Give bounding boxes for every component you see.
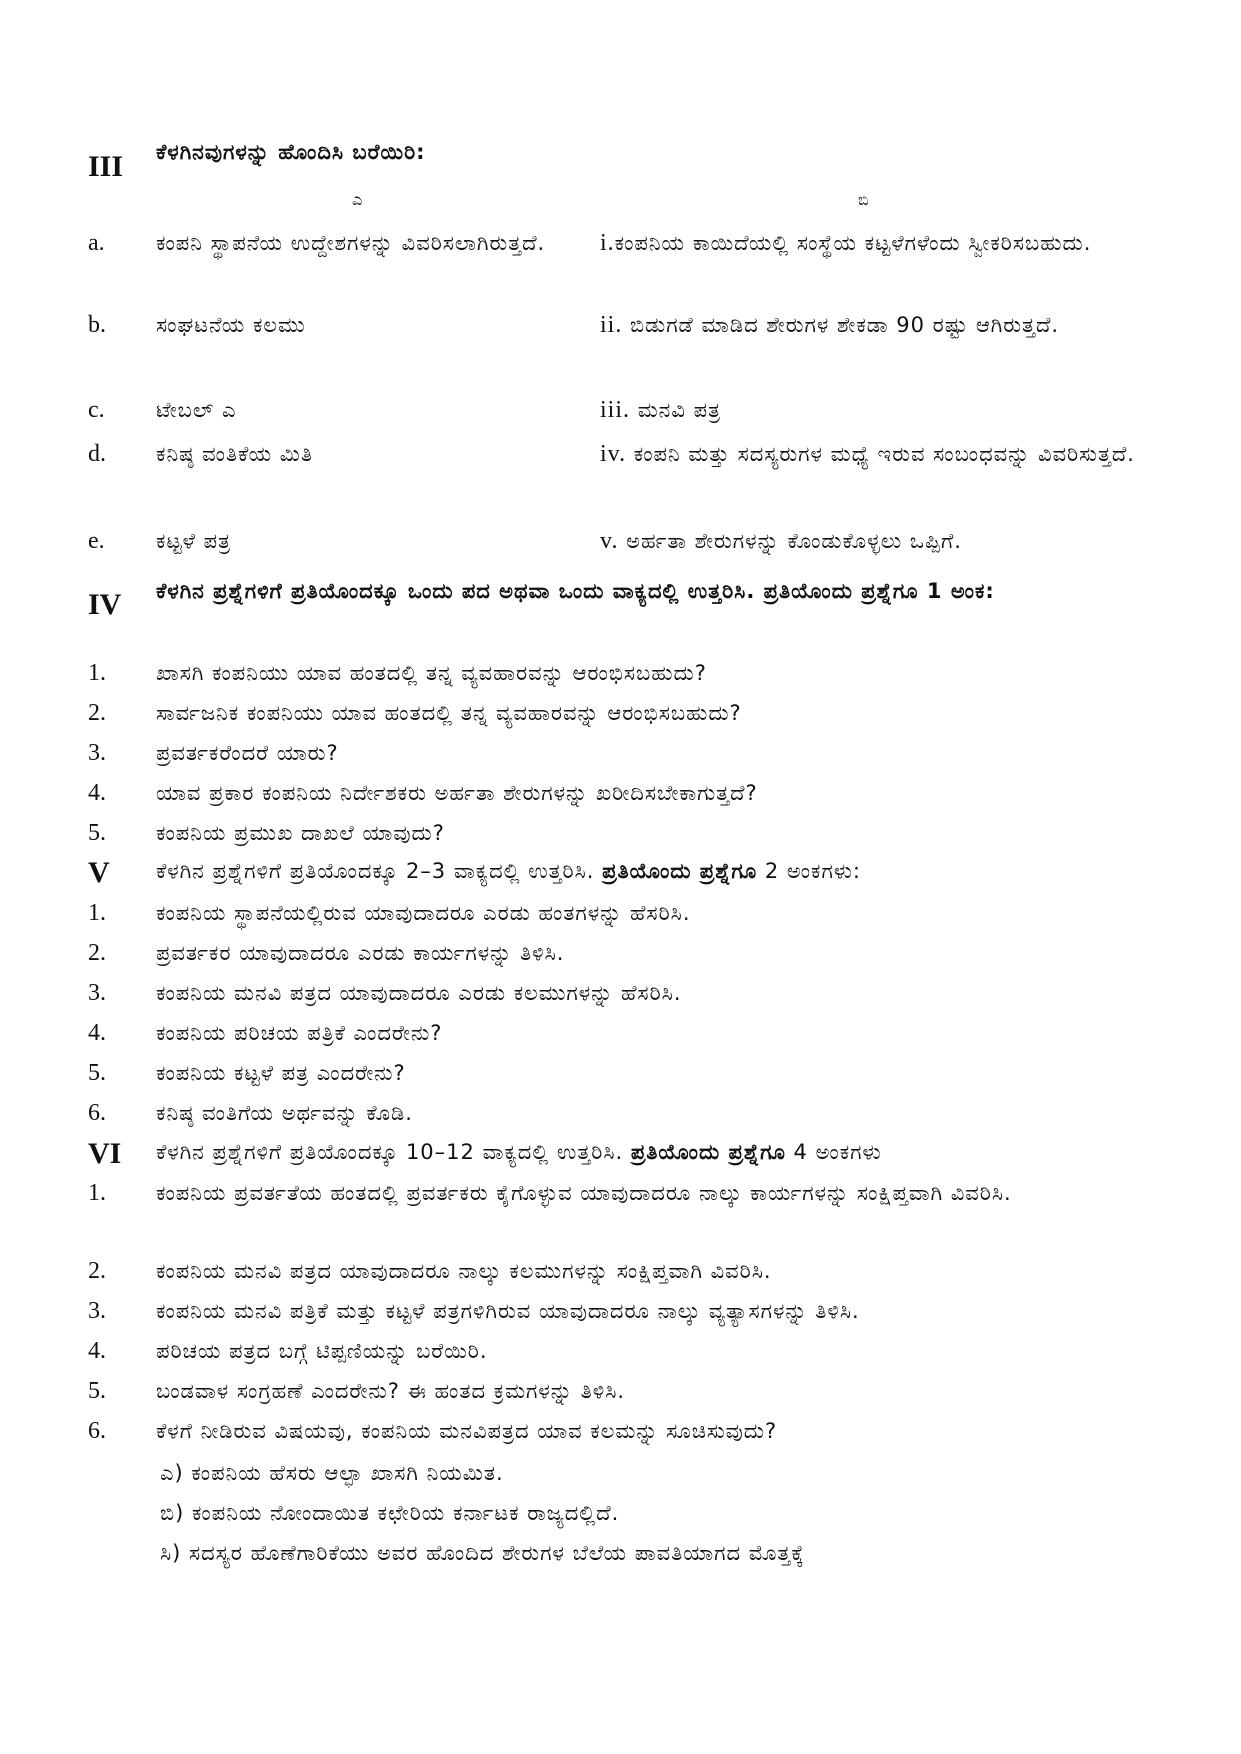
- question-text: ಕಂಪನಿಯ ಪ್ರವರ್ತತೆಯ ಹಂತದಲ್ಲಿ ಪ್ರವರ್ತಕರು ಕೈಗೊಳ್ಳುವ ಯಾವುದಾದರೂ ನಾಲ್ಕು ಕಾರ್ಯಗಳನ್ನು ಸಂಕ್ಷಿಪ್ತವಾಗಿ ವಿವರಿಸಿ.: [156, 1181, 1012, 1205]
- section-number: IV: [88, 588, 122, 621]
- heading-bold-text: ಪ್ರತಿಯೊಂದು ಪ್ರಶ್ನೆಗೂ: [630, 1140, 786, 1164]
- question-number: 6.: [88, 1418, 106, 1444]
- match-right-text: ಮನವಿ ಪತ್ರ: [637, 398, 722, 422]
- question-number: 6.: [88, 1100, 106, 1126]
- section-heading: ಕೆಳಗಿನ ಪ್ರಶ್ನೆಗಳಿಗೆ ಪ್ರತಿಯೊಂದಕ್ಕೂ ಒಂದು ಪದ ಅಥವಾ ಒಂದು ವಾಕ್ಯದಲ್ಲಿ ಉತ್ತರಿಸಿ. ಪ್ರತಿಯೊಂದು ಪ್ರಶ್ನೆಗೂ 1 ಅಂಕ:: [156, 579, 995, 603]
- match-right-label: iv.: [600, 441, 627, 467]
- match-left-item: ಕನಿಷ್ಠ ವಂತಿಕೆಯ ಮಿತಿ: [156, 442, 313, 466]
- question-text: ಕಂಪನಿಯ ಮನವಿ ಪತ್ರದ ಯಾವುದಾದರೂ ನಾಲ್ಕು ಕಲಮುಗಳನ್ನು ಸಂಕ್ಷಿಪ್ತವಾಗಿ ವಿವರಿಸಿ.: [156, 1259, 772, 1283]
- question-number: 2.: [88, 700, 106, 726]
- question-text: ಕಂಪನಿಯ ಪ್ರಮುಖ ದಾಖಲೆ ಯಾವುದು?: [156, 821, 445, 845]
- match-right-item: [600, 306, 1160, 344]
- question-number: 5.: [88, 1378, 106, 1404]
- question-text: ಪ್ರವರ್ತಕರ ಯಾವುದಾದರೂ ಎರಡು ಕಾರ್ಯಗಳನ್ನು ತಿಳಿಸಿ.: [156, 941, 565, 965]
- section-number: III: [88, 150, 124, 183]
- question-number: 1.: [88, 660, 106, 686]
- question-text: ಪ್ರವರ್ತಕರೆಂದರೆ ಯಾರು?: [156, 741, 339, 765]
- match-right-item: [600, 435, 1160, 473]
- column-a-heading: ಎ: [352, 190, 363, 209]
- match-right-item: [600, 391, 1160, 429]
- match-left-label: a.: [88, 230, 105, 256]
- question-text: ಯಾವ ಪ್ರಕಾರ ಕಂಪನಿಯ ನಿರ್ದೇಶಕರು ಅರ್ಹತಾ ಶೇರುಗಳನ್ನು ಖರೀದಿಸಬೇಕಾಗುತ್ತದೆ?: [156, 781, 758, 805]
- section-number: VI: [88, 1137, 122, 1170]
- question-number: 5.: [88, 1060, 106, 1086]
- match-right-text: ಕಂಪನಿಯ ಕಾಯಿದೆಯಲ್ಲಿ ಸಂಸ್ಥೆಯ ಕಟ್ಟಳೆಗಳೆಂದು ಸ್ವೀಕರಿಸಬಹುದು.: [614, 231, 1092, 255]
- question-number: 2.: [88, 940, 106, 966]
- question-text: ಖಾಸಗಿ ಕಂಪನಿಯು ಯಾವ ಹಂತದಲ್ಲಿ ತನ್ನ ವ್ಯವಹಾರವನ್ನು ಆರಂಭಿಸಬಹುದು?: [156, 661, 707, 685]
- question-number: 4.: [88, 1020, 106, 1046]
- match-left-label: d.: [88, 441, 106, 467]
- question-text: ಪರಿಚಯ ಪತ್ರದ ಬಗ್ಗೆ ಟಿಪ್ಪಣಿಯನ್ನು ಬರೆಯಿರಿ.: [156, 1339, 488, 1363]
- match-right-text: ಕಂಪನಿ ಮತ್ತು ಸದಸ್ಯರುಗಳ ಮಧ್ಯೆ ಇರುವ ಸಂಬಂಧವನ್ನು ವಿವರಿಸುತ್ತದೆ.: [633, 442, 1135, 466]
- column-b-heading: ಬಿ: [858, 190, 869, 209]
- match-right-item: [600, 224, 1160, 262]
- question-text: ಕಂಪನಿಯ ಕಟ್ಟಳೆ ಪತ್ರ ಎಂದರೇನು?: [156, 1061, 406, 1085]
- question-number: 1.: [88, 900, 106, 926]
- heading-text: ಕೆಳಗಿನ ಪ್ರಶ್ನೆಗಳಿಗೆ ಪ್ರತಿಯೊಂದಕ್ಕೂ 2–3 ವಾಕ್ಯದಲ್ಲಿ ಉತ್ತರಿಸಿ.: [156, 859, 595, 883]
- question-text: ಬಂಡವಾಳ ಸಂಗ್ರಹಣೆ ಎಂದರೇನು? ಈ ಹಂತದ ಕ್ರಮಗಳನ್ನು ತಿಳಿಸಿ.: [156, 1379, 626, 1403]
- sub-item: ಬಿ) ಕಂಪನಿಯ ನೋಂದಾಯಿತ ಕಛೇರಿಯ ಕರ್ನಾಟಕ ರಾಜ್ಯದಲ್ಲಿದೆ.: [160, 1501, 620, 1525]
- section-heading: [156, 852, 1156, 890]
- question-text: ಕಂಪನಿಯ ಮನವಿ ಪತ್ರಿಕೆ ಮತ್ತು ಕಟ್ಟಳೆ ಪತ್ರಗಳಿಗಿರುವ ಯಾವುದಾದರೂ ನಾಲ್ಕು ವ್ಯತ್ಯಾಸಗಳನ್ನು ತಿಳಿಸಿ.: [156, 1299, 860, 1323]
- question-text: ಕಂಪನಿಯ ಮನವಿ ಪತ್ರದ ಯಾವುದಾದರೂ ಎರಡು ಕಲಮುಗಳನ್ನು ಹೆಸರಿಸಿ.: [156, 981, 682, 1005]
- sub-item: ಎ) ಕಂಪನಿಯ ಹೆಸರು ಆಲ್ಫಾ ಖಾಸಗಿ ನಿಯಮಿತ.: [160, 1461, 504, 1485]
- question-number: 4.: [88, 1338, 106, 1364]
- match-left-label: b.: [88, 312, 106, 338]
- match-right-label: i.: [600, 230, 615, 256]
- question-text: ಕನಿಷ್ಠ ವಂತಿಗೆಯ ಅರ್ಥವನ್ನು ಕೊಡಿ.: [156, 1101, 413, 1125]
- question-number: 4.: [88, 780, 106, 806]
- section-heading: ಕೆಳಗಿನವುಗಳನ್ನು ಹೊಂದಿಸಿ ಬರೆಯಿರಿ:: [156, 140, 426, 164]
- question-number: 3.: [88, 1298, 106, 1324]
- match-right-label: v.: [600, 528, 619, 554]
- question-number: 5.: [88, 820, 106, 846]
- match-right-item: [600, 522, 1160, 560]
- question-number: 1.: [88, 1180, 106, 1206]
- question-text: ಕಂಪನಿಯ ಪರಿಚಯ ಪತ್ರಿಕೆ ಎಂದರೇನು?: [156, 1021, 443, 1045]
- heading-bold-text: ಪ್ರತಿಯೊಂದು ಪ್ರಶ್ನೆಗೂ: [602, 859, 758, 883]
- match-left-label: e.: [88, 528, 105, 554]
- match-right-label: ii.: [600, 312, 623, 338]
- question-text: ಸಾರ್ವಜನಿಕ ಕಂಪನಿಯು ಯಾವ ಹಂತದಲ್ಲಿ ತನ್ನ ವ್ಯವಹಾರವನ್ನು ಆರಂಭಿಸಬಹುದು?: [156, 701, 742, 725]
- section-number: V: [88, 856, 110, 889]
- match-left-item: ಟೇಬಲ್ ಎ: [156, 398, 237, 422]
- heading-tail-text: 2 ಅಂಕಗಳು:: [764, 859, 861, 883]
- question-text: ಕೆಳಗೆ ನೀಡಿರುವ ವಿಷಯವು, ಕಂಪನಿಯ ಮನವಿಪತ್ರದ ಯಾವ ಕಲಮನ್ನು ಸೂಚಿಸುವುದು?: [156, 1419, 778, 1443]
- question-number: 3.: [88, 980, 106, 1006]
- question-text: ಕಂಪನಿಯ ಸ್ಥಾಪನೆಯಲ್ಲಿರುವ ಯಾವುದಾದರೂ ಎರಡು ಹಂತಗಳನ್ನು ಹೆಸರಿಸಿ.: [156, 901, 691, 925]
- match-left-item: ಕಂಪನಿ ಸ್ಥಾಪನೆಯ ಉದ್ದೇಶಗಳನ್ನು ವಿವರಿಸಲಾಗಿರುತ್ತದೆ.: [156, 231, 546, 255]
- match-left-item: ಸಂಘಟನೆಯ ಕಲಮು: [156, 313, 306, 337]
- sub-item: ಸಿ) ಸದಸ್ಯರ ಹೊಣೆಗಾರಿಕೆಯು ಅವರ ಹೊಂದಿದ ಶೇರುಗಳ ಬೆಲೆಯ ಪಾವತಿಯಾಗದ ಮೊತ್ತಕ್ಕೆ: [160, 1541, 805, 1565]
- match-right-text: ಅರ್ಹತಾ ಶೇರುಗಳನ್ನು ಕೊಂಡುಕೊಳ್ಳಲು ಒಪ್ಪಿಗೆ.: [626, 529, 962, 553]
- match-left-label: c.: [88, 397, 105, 423]
- question-number: 3.: [88, 740, 106, 766]
- match-right-label: iii.: [600, 397, 631, 423]
- heading-tail-text: 4 ಅಂಕಗಳು: [793, 1140, 882, 1164]
- section-heading: [156, 1133, 1156, 1171]
- match-right-text: ಬಿಡುಗಡೆ ಮಾಡಿದ ಶೇರುಗಳ ಶೇಕಡಾ 90 ರಷ್ಟು ಆಗಿರುತ್ತದೆ.: [630, 313, 1060, 337]
- heading-text: ಕೆಳಗಿನ ಪ್ರಶ್ನೆಗಳಿಗೆ ಪ್ರತಿಯೊಂದಕ್ಕೂ 10–12 ವಾಕ್ಯದಲ್ಲಿ ಉತ್ತರಿಸಿ.: [156, 1140, 624, 1164]
- question-number: 2.: [88, 1258, 106, 1284]
- match-left-item: ಕಟ್ಟಳೆ ಪತ್ರ: [156, 529, 232, 553]
